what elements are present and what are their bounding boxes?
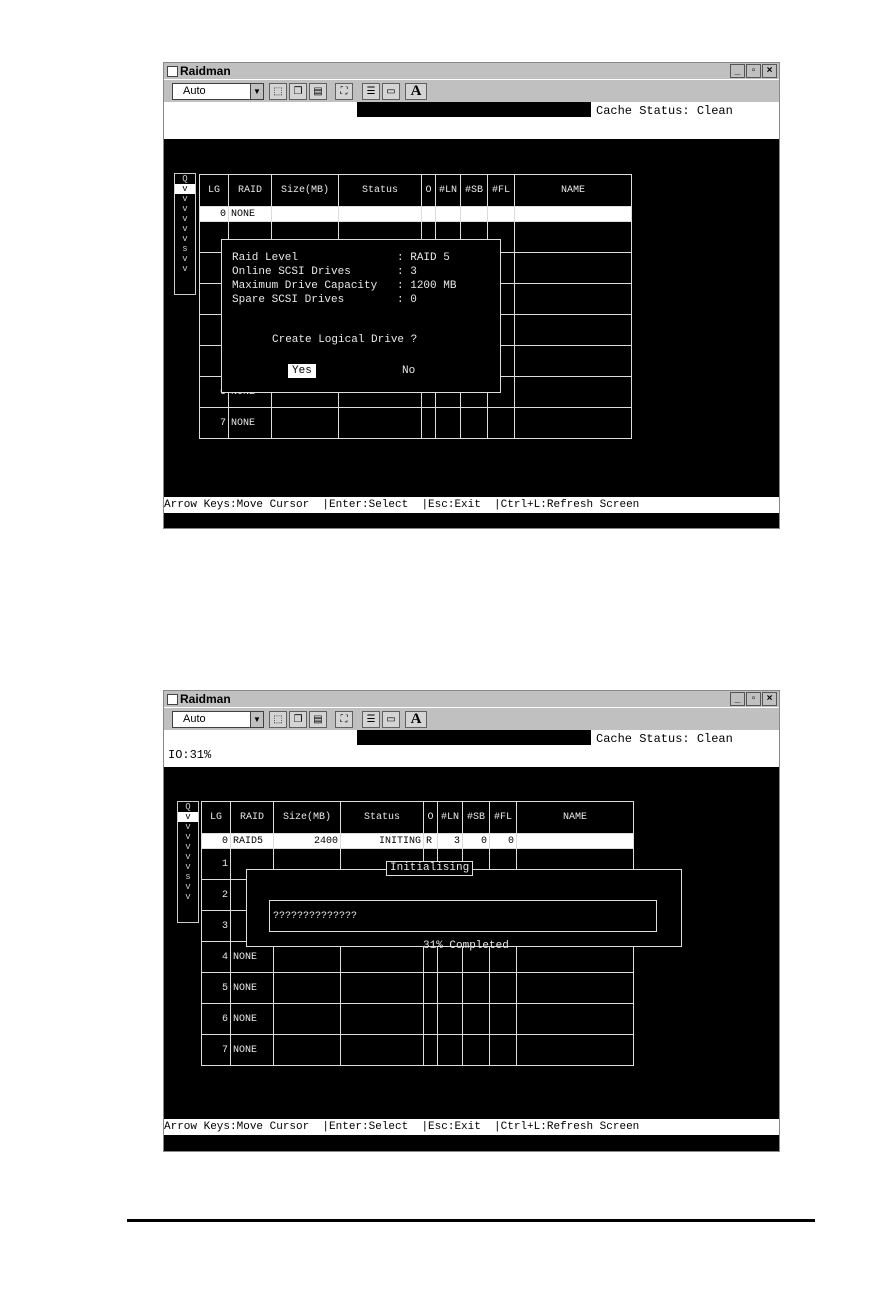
cell-lg: 7 [202,1035,231,1066]
window-title: Raidman [180,64,231,78]
app-icon [167,694,178,705]
status-bar: Arrow Keys:Move Cursor |Enter:Select |Esc:Exit |Ctrl+L:Refresh Screen [164,497,779,513]
fullscreen-icon[interactable]: ⛶ [335,711,353,728]
no-button[interactable]: No [402,365,416,377]
cell-raid: NONE [229,408,272,439]
initialising-panel [246,869,682,952]
cell-name [517,834,634,849]
toolbar [164,79,779,103]
cell-ln [436,207,461,222]
cell-status [341,973,424,1004]
cell-lg: 5 [202,973,231,1004]
cell-lg: 1 [202,849,231,880]
cell-raid: NONE [231,1004,274,1035]
background-icon[interactable]: ▭ [382,711,400,728]
cell-o: R [424,834,438,849]
info-bar [164,102,779,139]
left-indicator: v [182,204,188,214]
left-indicator: v [185,852,191,862]
info-bar [164,730,779,767]
cell-o [422,408,436,439]
cell-raid: NONE [229,207,272,222]
cell-sb: 0 [463,834,490,849]
font-size-value: Auto [183,85,206,97]
cell-name [517,1035,634,1066]
left-indicator-column [174,173,196,295]
cell-fl [490,1035,517,1066]
cell-fl [490,1004,517,1035]
left-indicator: Q [182,174,188,184]
left-indicator: v [182,224,188,234]
left-indicator: v [182,254,188,264]
left-indicator: v [182,214,188,224]
cache-status: Cache Status: Clean [596,104,733,118]
column-header: #FL [490,802,517,834]
left-indicator: v [182,194,188,204]
cell-fl [488,408,515,439]
chevron-down-icon[interactable]: ▼ [250,84,263,99]
copy-icon[interactable]: ❐ [289,711,307,728]
cell-lg: 3 [202,911,231,942]
left-indicator: v [182,264,188,274]
font-size-select[interactable] [172,711,264,728]
table-header-row [202,802,634,834]
left-indicator: v [185,892,191,902]
io-percent: IO:31% [168,748,212,762]
cell-o [424,1035,438,1066]
column-header: NAME [515,175,632,207]
table-row[interactable] [202,973,634,1004]
progress-completed: 31% Completed [423,940,509,952]
column-header: O [424,802,438,834]
cell-size [274,1035,341,1066]
column-header: #LN [438,802,463,834]
font-icon[interactable]: A [405,711,427,728]
cell-size [274,973,341,1004]
column-header: LG [200,175,229,207]
column-header: O [422,175,436,207]
column-header: RAID [229,175,272,207]
cell-o [424,973,438,1004]
status-black-bar [357,730,591,745]
left-indicator: v [178,812,198,822]
table-row[interactable] [200,408,632,439]
column-header: #LN [436,175,461,207]
cell-ln [438,1004,463,1035]
cell-sb [463,1004,490,1035]
cell-sb [461,408,488,439]
window-title: Raidman [180,692,231,706]
cell-fl [490,973,517,1004]
cell-lg: 2 [202,880,231,911]
paste-icon[interactable]: ▤ [309,83,327,100]
cell-name [515,408,632,439]
copy-icon[interactable]: ❐ [289,83,307,100]
cell-name [515,315,632,346]
cell-o [424,1004,438,1035]
properties-icon[interactable]: ☰ [362,83,380,100]
cell-size [274,1004,341,1035]
left-indicator: s [182,244,188,254]
cell-lg: 0 [202,834,231,849]
cell-lg: 4 [202,942,231,973]
cell-fl [488,207,515,222]
status-bar: Arrow Keys:Move Cursor |Enter:Select |Esc:Exit |Ctrl+L:Refresh Screen [164,1119,779,1135]
left-indicator: v [185,842,191,852]
title-bar [164,691,779,707]
properties-icon[interactable]: ☰ [362,711,380,728]
cell-size [272,408,339,439]
cell-name [515,346,632,377]
table-row[interactable] [202,1004,634,1035]
page-divider [127,1219,815,1222]
cell-ln [436,408,461,439]
left-indicator: v [185,822,191,832]
left-indicator-column [177,801,199,923]
cell-name [517,973,634,1004]
font-size-select[interactable] [172,83,264,100]
cell-fl: 0 [490,834,517,849]
initialising-title: Initialising [386,861,473,876]
table-row[interactable] [202,834,634,849]
left-indicator: v [185,862,191,872]
cell-ln: 3 [438,834,463,849]
left-indicator: Q [185,802,191,812]
column-header: Size(MB) [272,175,339,207]
cache-status: Cache Status: Clean [596,732,733,746]
progress-bar-text: ?????????????? [273,911,358,922]
cell-lg: 0 [200,207,229,222]
cell-name [517,1004,634,1035]
cell-lg: 6 [202,1004,231,1035]
raidman-window-1 [163,62,780,529]
progress-bar [269,900,657,932]
column-header: Size(MB) [274,802,341,834]
column-header: LG [202,802,231,834]
cell-raid: NONE [231,1035,274,1066]
max-capacity-line: Maximum Drive Capacity : 1200 MB [232,280,457,292]
cell-sb [463,1035,490,1066]
column-header: Status [341,802,424,834]
cell-sb [461,207,488,222]
cell-status [339,207,422,222]
spare-drives-line: Spare SCSI Drives : 0 [232,294,417,306]
title-bar [164,63,779,79]
toolbar [164,707,779,731]
app-icon [167,66,178,77]
cell-name [515,284,632,315]
column-header: NAME [517,802,634,834]
table-row[interactable] [200,207,632,222]
cell-status [339,408,422,439]
cell-name [515,207,632,222]
cell-status [341,1035,424,1066]
close-icon[interactable]: × [762,692,777,706]
cell-status: INITING [341,834,424,849]
chevron-down-icon[interactable]: ▼ [250,712,263,727]
paste-icon[interactable]: ▤ [309,711,327,728]
create-logical-drive-dialog [221,239,501,393]
cell-ln [438,1035,463,1066]
cell-status [341,1004,424,1035]
left-indicator: v [182,234,188,244]
maximize-icon[interactable]: ▫ [746,64,761,78]
cell-name [515,377,632,408]
maximize-icon[interactable]: ▫ [746,692,761,706]
minimize-icon[interactable]: _ [730,64,745,78]
cell-sb [463,973,490,1004]
raid-level-line: Raid Level : RAID 5 [232,252,450,264]
font-icon[interactable]: A [405,83,427,100]
column-header: RAID [231,802,274,834]
close-icon[interactable]: × [762,64,777,78]
online-drives-line: Online SCSI Drives : 3 [232,266,417,278]
left-indicator: v [185,882,191,892]
cell-raid: NONE [231,942,274,973]
table-row[interactable] [202,1035,634,1066]
yes-button[interactable]: Yes [288,364,316,378]
left-indicator: v [185,832,191,842]
cell-name [515,253,632,284]
left-indicator: v [175,184,195,194]
column-header: #FL [488,175,515,207]
cell-o [422,207,436,222]
cell-lg: 7 [200,408,229,439]
cell-size: 2400 [274,834,341,849]
cell-name [515,222,632,253]
background-icon[interactable]: ▭ [382,83,400,100]
font-size-value: Auto [183,713,206,725]
cell-size [272,207,339,222]
minimize-icon[interactable]: _ [730,692,745,706]
column-header: #SB [463,802,490,834]
column-header: #SB [461,175,488,207]
table-header-row [200,175,632,207]
cell-ln [438,973,463,1004]
column-header: Status [339,175,422,207]
mark-icon[interactable]: ⬚ [269,83,287,100]
left-indicator: s [185,872,191,882]
mark-icon[interactable]: ⬚ [269,711,287,728]
raidman-window-2 [163,690,780,1152]
cell-raid: RAID5 [231,834,274,849]
dialog-question: Create Logical Drive ? [272,334,418,346]
cell-raid: NONE [231,973,274,1004]
status-black-bar [357,102,591,117]
fullscreen-icon[interactable]: ⛶ [335,83,353,100]
